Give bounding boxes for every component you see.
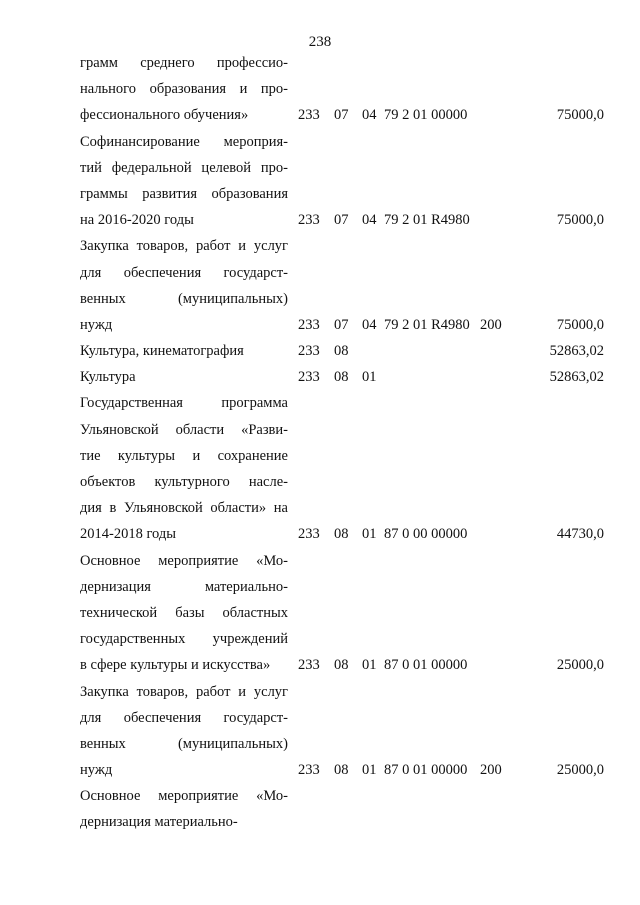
table-row [0,548,640,679]
row-name-line: для обеспечения государст- [80,264,288,281]
row-name-line: государственных учреждений [80,631,288,648]
row-codes [0,207,640,233]
subsection-code: 01 [362,657,377,674]
page-number: 238 [308,34,332,50]
amount: 25000,0 [556,762,604,779]
target-article-code: 87 0 01 00000 [384,762,468,779]
row-name-line: Софинансирование мероприя- [80,133,288,150]
target-article-code: 79 2 01 00000 [384,107,468,124]
table-row [0,338,640,364]
row-name-line: 2014-2018 годы [80,526,176,543]
subsection-code: 01 [362,762,377,779]
row-name-line: Государственная программа [80,395,288,412]
row-name-line: технической базы областных [80,604,288,621]
row-name-line: в сфере культуры и искусства» [80,657,271,674]
row-codes [0,338,640,364]
row-codes [0,521,640,547]
section-code: 08 [334,762,349,779]
row-name-line: Культура [80,369,136,386]
row-name-line: грамм среднего профессио- [80,55,288,71]
amount: 52863,02 [549,369,604,386]
row-codes [0,809,640,835]
row-name-line: тие культуры и сохранение [80,447,288,464]
expense-type-code: 200 [480,316,502,333]
row-name-line: нужд [80,762,113,779]
table-row [0,783,640,835]
ministry-code: 233 [298,369,320,386]
row-name-line: Закупка товаров, работ и услуг [80,683,288,700]
row-codes [0,652,640,678]
ministry-code: 233 [298,526,320,543]
row-name-line: для обеспечения государст- [80,709,288,726]
row-name-line: граммы развития образования [80,185,288,202]
table-row [0,364,640,390]
table-row [0,50,640,129]
amount: 75000,0 [556,212,604,229]
subsection-code: 04 [362,212,377,229]
row-name-line: дия в Ульяновской области» на [80,500,288,517]
subsection-code: 04 [362,107,377,124]
row-name-line: Ульяновской области «Разви- [80,421,288,438]
section-code: 07 [334,107,349,124]
row-name-line: дернизация материально- [80,814,238,831]
row-name-line: нужд [80,316,113,333]
section-code: 07 [334,316,349,333]
row-name-line: нального образования и про- [80,81,288,98]
row-name-line: объектов культурного насле- [80,474,288,490]
row-name-line: венных (муниципальных) [80,735,288,752]
ministry-code: 233 [298,657,320,674]
row-name-line: Закупка товаров, работ и услуг [80,238,288,255]
budget-table [0,50,640,836]
row-codes [0,757,640,783]
row-name-line: Культура, кинематография [80,343,244,360]
ministry-code: 233 [298,107,320,124]
row-name-line: Основное мероприятие «Мо- [80,788,288,805]
row-name-line: Основное мероприятие «Мо- [80,552,288,569]
target-article-code: 79 2 01 R4980 [384,212,470,229]
section-code: 08 [334,343,349,360]
amount: 75000,0 [556,107,604,124]
target-article-code: 87 0 00 00000 [384,526,468,543]
ministry-code: 233 [298,212,320,229]
row-name-line: венных (муниципальных) [80,290,288,307]
target-article-code: 79 2 01 R4980 [384,316,470,333]
ministry-code: 233 [298,762,320,779]
section-code: 08 [334,657,349,674]
table-row [0,129,640,234]
target-article-code: 87 0 01 00000 [384,657,468,674]
subsection-code: 01 [362,526,377,543]
amount: 52863,02 [549,343,604,360]
table-row [0,390,640,547]
ministry-code: 233 [298,316,320,333]
subsection-code: 01 [362,369,377,386]
subsection-code: 04 [362,316,377,333]
row-name-line: фессионального обучения» [80,107,249,124]
row-name-line: тий федеральной целевой про- [80,159,288,176]
row-codes [0,364,640,390]
section-code: 08 [334,526,349,543]
row-codes [0,102,640,128]
table-row [0,679,640,784]
row-name-line: на 2016-2020 годы [80,212,194,229]
amount: 44730,0 [556,526,604,543]
ministry-code: 233 [298,343,320,360]
row-codes [0,312,640,338]
expense-type-code: 200 [480,762,502,779]
amount: 25000,0 [556,657,604,674]
row-name-line: дернизация материально- [80,578,288,595]
table-row [0,233,640,338]
amount: 75000,0 [556,316,604,333]
section-code: 08 [334,369,349,386]
section-code: 07 [334,212,349,229]
